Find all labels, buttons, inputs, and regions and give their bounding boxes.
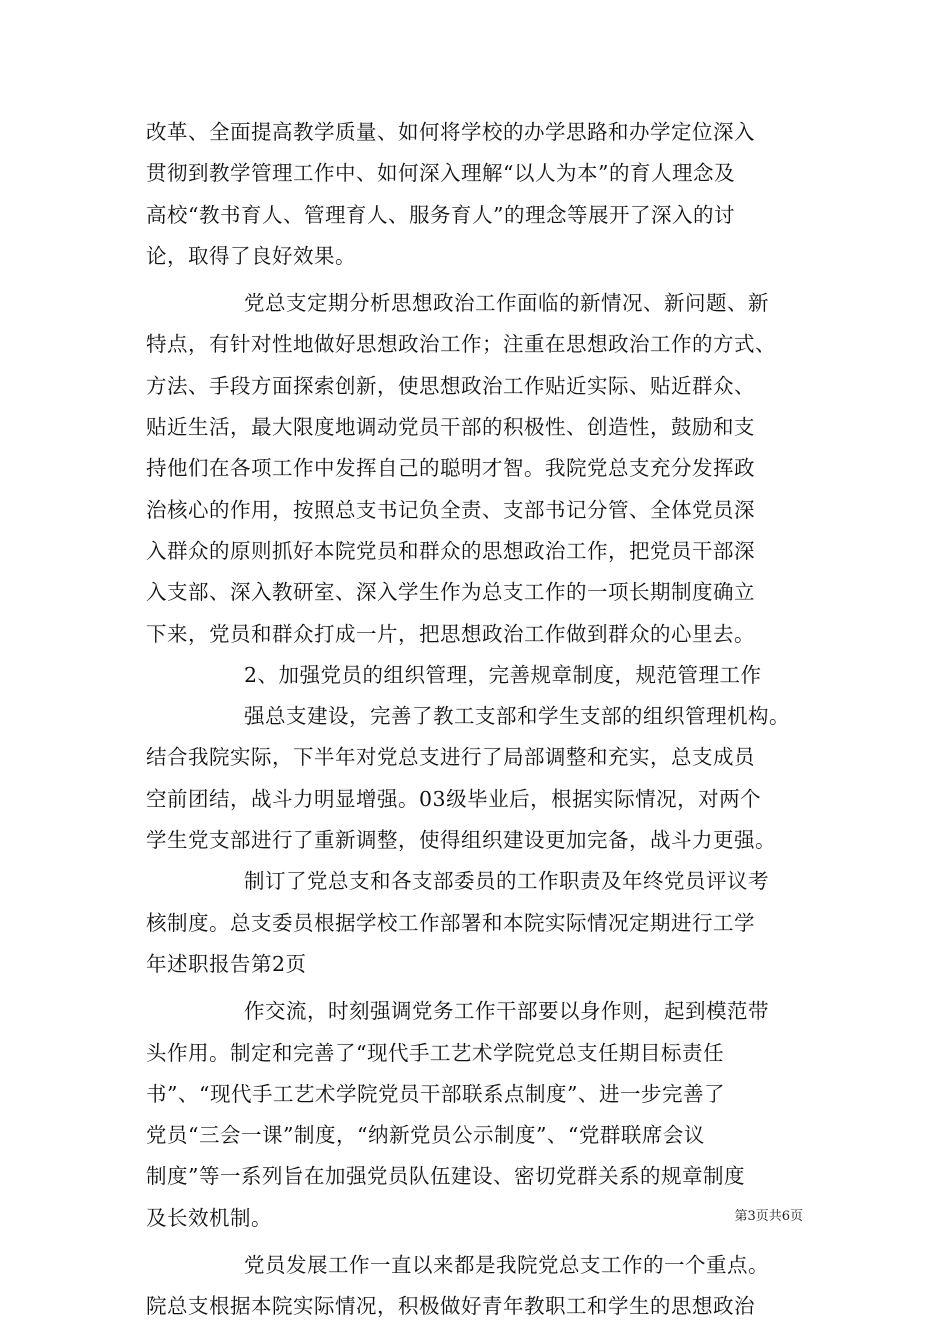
text-line: 入群众的原则抓好本院党员和群众的思想政治工作，把党员干部深 bbox=[146, 538, 755, 563]
text-line: 作交流，时刻强调党务工作干部要以身作则，起到模范带 bbox=[244, 999, 769, 1024]
text-line: 学生党支部进行了重新调整，使得组织建设更加完备，战斗力更强。 bbox=[146, 828, 776, 853]
section-heading: 2、加强党员的组织管理，完善规章制度，规范管理工作 bbox=[244, 662, 762, 687]
document-body bbox=[146, 112, 814, 1328]
text-line: 强总支建设，完善了教工支部和学生支部的组织管理机构。 bbox=[244, 704, 790, 729]
text-line: 制订了党总支和各支部委员的工作职责及年终党员评议考 bbox=[244, 869, 769, 894]
text-line: 院总支根据本院实际情况，积极做好青年教职工和学生的思想政治 bbox=[146, 1294, 755, 1319]
text-line: 贯彻到教学管理工作中、如何深入理解“以人为本”的育人理念及 bbox=[146, 161, 735, 186]
text-line: 方法、手段方面探索创新，使思想政治工作贴近实际、贴近群众、 bbox=[146, 373, 755, 398]
text-line: 结合我院实际，下半年对党总支进行了局部调整和充实，总支成员 bbox=[146, 745, 755, 770]
text-line: 贴近生活，最大限度地调动党员干部的积极性、创造性，鼓励和支 bbox=[146, 415, 755, 440]
page-footer: 第3页共6页 bbox=[734, 1209, 803, 1224]
text-line: 特点，有针对性地做好思想政治工作；注重在思想政治工作的方式、 bbox=[146, 332, 776, 357]
text-line: 入支部、深入教研室、深入学生作为总支工作的一项长期制度确立 bbox=[146, 580, 755, 605]
text-line: 持他们在各项工作中发挥自己的聪明才智。我院党总支充分发挥政 bbox=[146, 456, 755, 481]
text-line: 制度”等一系列旨在加强党员队伍建设、密切党群关系的规章制度 bbox=[146, 1164, 745, 1189]
text-line: 治核心的作用，按照总支书记负全责、支部书记分管、全体党员深 bbox=[146, 497, 755, 522]
text-line: 年述职报告第2页 bbox=[146, 951, 307, 976]
text-line: 改革、全面提高教学质量、如何将学校的办学思路和办学定位深入 bbox=[146, 120, 755, 144]
text-line: 及长效机制。 bbox=[146, 1205, 272, 1230]
text-line: 党员“三会一课”制度，“纳新党员公示制度”、“党群联席会议 bbox=[146, 1123, 705, 1148]
text-line: 党员发展工作一直以来都是我院党总支工作的一个重点。 bbox=[244, 1253, 769, 1278]
text-line: 核制度。总支委员根据学校工作部署和本院实际情况定期进行工学 bbox=[146, 910, 755, 935]
text-line: 空前团结，战斗力明显增强。03级毕业后，根据实际情况，对两个 bbox=[146, 786, 762, 811]
text-line: 下来，党员和群众打成一片，把思想政治工作做到群众的心里去。 bbox=[146, 621, 755, 646]
text-line: 头作用。制定和完善了“现代手工艺术学院党总支任期目标责任 bbox=[146, 1040, 724, 1065]
text-line: 党总支定期分析思想政治工作面临的新情况、新问题、新 bbox=[244, 291, 769, 316]
text-line: 书”、“现代手工艺术学院党员干部联系点制度”、进一步完善了 bbox=[146, 1081, 725, 1106]
text-line: 高校“教书育人、管理育人、服务育人”的理念等展开了深入的讨 bbox=[146, 202, 735, 227]
text-line: 论，取得了良好效果。 bbox=[146, 243, 356, 268]
